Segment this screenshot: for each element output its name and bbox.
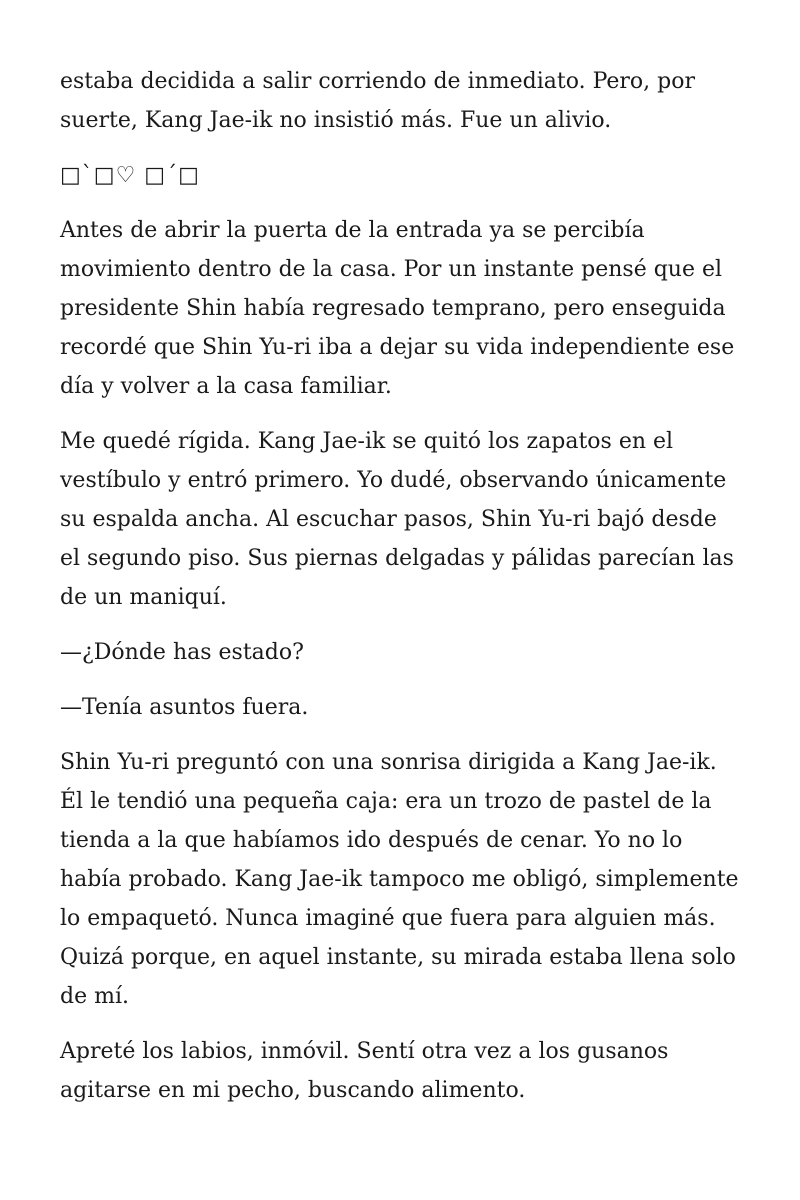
paragraph-2: Antes de abrir la puerta de la entrada ya se percibía movimiento dentro de la casa. Por un instante pensé que el presidente Shin había regresado temprano, pero enseguida recordé que Shin Yu-ri iba a dejar su vida independiente ese día y volver a la casa familiar. [60, 218, 735, 399]
dialogue-1: —¿Dónde has estado? [60, 640, 304, 665]
paragraph-5: Apreté los labios, inmóvil. Sentí otra vez a los gusanos agitarse en mi pecho, buscando alimento. [60, 1039, 669, 1103]
paragraph-4: Shin Yu-ri preguntó con una sonrisa dirigida a Kang Jae-ik. Él le tendió una pequeña caja: era un trozo de pastel de la tienda a la que habíamos ido después de cenar. Yo no lo había probado. Kang Jae-ik tampoco me obligó, simplemente lo empaquetó. Nunca imaginé que fuera para alguien más. Quizá porque, en aquel instante, su mirada estaba llena solo de mí. [60, 750, 739, 1009]
section-divider: □`□♡ □´□ [60, 163, 200, 188]
paragraph-1: estaba decidida a salir corriendo de inmediato. Pero, por suerte, Kang Jae-ik no insistió más. Fue un alivio. [60, 69, 696, 133]
dialogue-2: —Tenía asuntos fuera. [60, 695, 309, 720]
paragraph-3: Me quedé rígida. Kang Jae-ik se quitó los zapatos en el vestíbulo y entró primero. Yo dudé, observando únicamente su espalda ancha. Al escuchar pasos, Shin Yu-ri bajó desde el segundo piso. Sus piernas delgadas y pálidas parecían las de un maniquí. [60, 429, 734, 610]
